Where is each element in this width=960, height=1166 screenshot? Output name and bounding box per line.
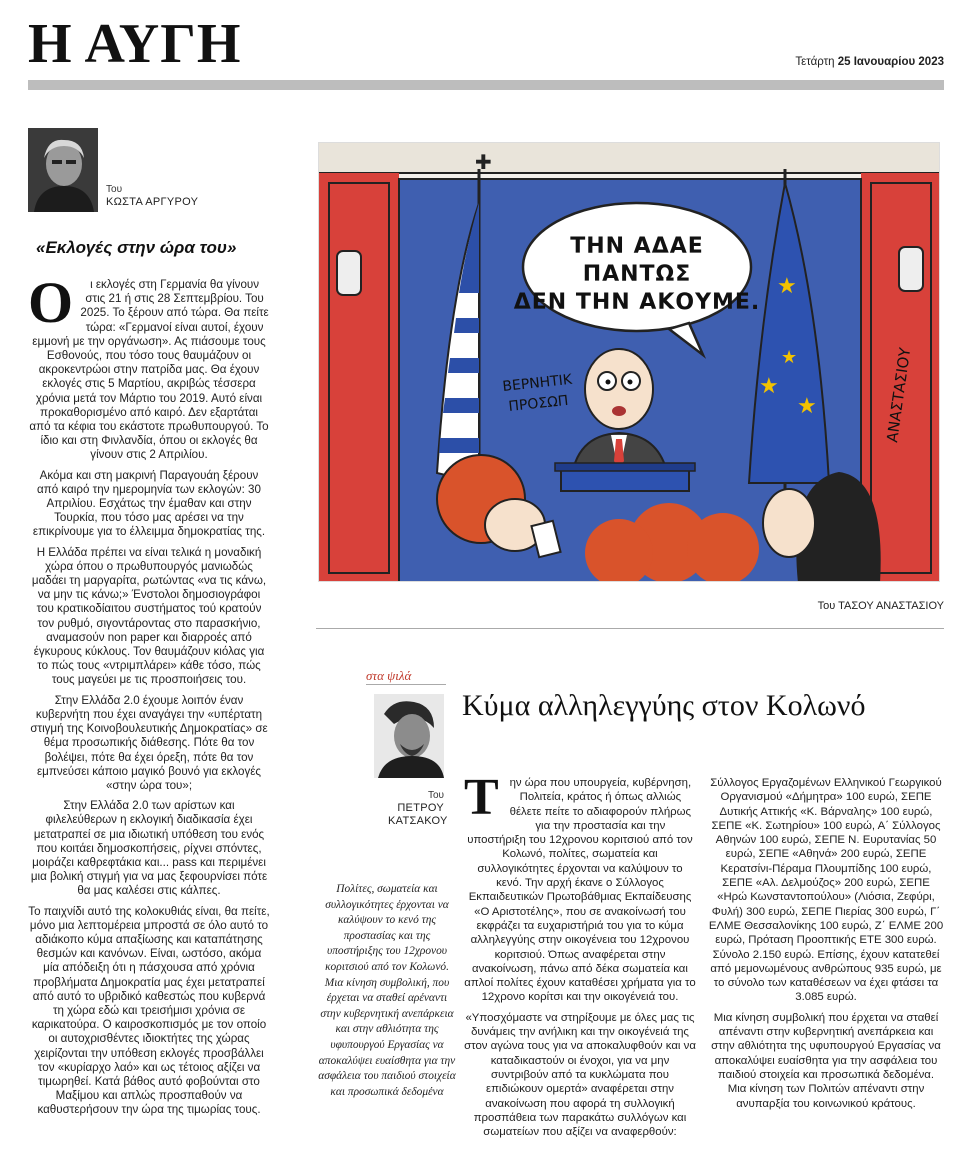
opinion-paragraph: Στην Ελλάδα 2.0 των αρίστων και φιλελεύθερων η εκλογική διαδικασία έχει μετατραπεί σε μια ιδιωτική υπόθεση του ενός που κοιτάει δημοσκοπήσεις, ρίχνει σπόντες, μοιράζει καθρεφτάκια και... pass και περιμένει μια βολική στιγμή για να μας ξεφουρνίσει πότε θα μας καλέσει στις κάλπες.: [30, 799, 268, 898]
opinion-dropcap: Ο: [28, 278, 74, 335]
opinion-byline: [106, 184, 198, 209]
svg-text:★: ★: [797, 394, 817, 419]
article-column-1: [464, 776, 696, 1152]
opinion-title: «Εκλογές στην ώρα του»: [36, 238, 237, 257]
pull-quote: Πολίτες, σωματεία και συλλογικότητες έρχονται να καλύψουν το κενό της προστασίας και της υποστήριξης του 12χρονου κοριτσιού από τον Κολωνό. Μια κίνηση συμβολική, που έρχεται να σταθεί αρέναντι στην κυβερνητική ανεπάρκεια και στην αθλιότητα της υφυπουργού Εργασίας να αποκαλύψει ευαίσθητα για την ασφάλεια του παιδιού στοιχεία και προσωπικά δεδομένα: [318, 883, 456, 1098]
issue-date-text: 25 Ιανουαρίου 2023: [837, 56, 944, 68]
author-prefix: Του: [106, 184, 123, 195]
issue-date: [795, 56, 944, 68]
article-rule: [316, 628, 944, 629]
speech-line-2: ΠΑΝΤΩΣ: [582, 262, 692, 287]
svg-text:★: ★: [777, 274, 797, 299]
article-column-2: [708, 776, 944, 1152]
newspaper-masthead: Η ΑΥΓΗ: [28, 13, 242, 75]
article-headline: Κύμα αλληλεγγύης στον Κολωνό: [462, 689, 866, 722]
masthead-rule: [28, 80, 944, 90]
article-byline: [388, 790, 448, 828]
opinion-paragraph: Στην Ελλάδα 2.0 έχουμε λοιπόν έναν κυβερνήτη που έχει αναγάγει την «υπέρτατη στιγμή της Κοινοβουλευτικής Δημοκρατίας» σε θέμα προσωπικής διάθεσης. Πότε θα τον βολέψει, πότε θα έχει όρεξη, πότε θα τον εμπνεύσει κάποιο μαγικό βουνό για εκλογές «στην ώρα του»;: [30, 693, 268, 792]
credit-name: ΤΑΣΟΥ ΑΝΑΣΤΑΣΙΟΥ: [838, 600, 944, 612]
author-photo-argyrou: [28, 128, 98, 212]
svg-text:✚: ✚: [475, 150, 492, 174]
cartoon-credit: [818, 600, 944, 612]
article-dropcap: Τ: [464, 776, 499, 826]
sign-line-2: ΠΡΟΣΩΠ: [507, 392, 570, 415]
credit-prefix: Του: [817, 600, 836, 612]
issue-day: Τετάρτη: [795, 56, 835, 68]
political-cartoon: [318, 142, 940, 582]
cartoonist-signature: ΑΝΑΣΤΑΣΙΟΥ: [883, 346, 915, 444]
opinion-body: [28, 278, 270, 1148]
section-tag: στα ψιλά: [366, 668, 412, 683]
section-rule: [366, 684, 446, 685]
opinion-paragraph: Η Ελλάδα πρέπει να είναι τελικά η μοναδική χώρα όπου ο πρωθυπουργός μανιωδώς μαδάει τη μαργαρίτα, ρωτώντας «να τις κάνω, να μην τις κάνω;» Ένστολοι δημοσιογράφοι του κρατικοδίαιτου συστήματος τού κρατούν τον ρυθμό, σιγοντάροντας στο παρασκήνιο, αναμασούν non paper και διαρροές από έγκυρους κύκλους. Τον θαυμάζουν κιόλας για το πώς τους «ντριμπλάρει» κάθε τόσο, πώς τους μαγεύει με τις προσποιήσεις του.: [31, 545, 267, 687]
author-name: ΚΩΣΤΑ ΑΡΓΥΡΟΥ: [106, 196, 199, 208]
svg-text:★: ★: [781, 347, 798, 368]
speech-line-3: ΔΕΝ ΤΗΝ ΑΚΟΥΜΕ.: [513, 290, 761, 315]
speech-line-1: ΤΗΝ ΑΔΑΕ: [570, 234, 704, 259]
svg-text:★: ★: [759, 374, 779, 399]
opinion-paragraph: Ο ι εκλογές στη Γερμανία θα γίνουν στις 21 ή στις 28 Σεπτεμβρίου. Του 2025. Το ξέρουν από τώρα. Θα πείτε τώρα: «Γερμανοί είναι αυτοί, έχουν εμμονή με την οργάνωση». Ας πιάσουμε τους Εσθονούς, που τόσο τους θαυμάζουν οι ακροκεντρώοι στην πατρίδα μας. Θα έχουν εκλογές στις 5 Μαρτίου, ακριβώς τέσσερα χρόνια μετά τον Μάρτιο του 2019. Αυτό είναι προκαθορισμένο από καιρό. Δεν εξαρτάται από τα κέφια του εκάστοτε πρωθυπουργού. Το ίδιο και στη Φινλανδία, όπου οι εκλογές θα γίνουν στις 2 Απριλίου.: [28, 278, 269, 462]
cartoon-illustration: [319, 143, 940, 582]
sign-line-1: ΒΕΡΝΗΤΙΚ: [501, 371, 573, 395]
article-paragraph: Μια κίνηση συμβολική που έρχεται να σταθεί απέναντι στην κυβερνητική ανεπάρκεια και στην αθλιότητα της υφυπουργού Εργασίας να αποκαλύψει ευαίσθητα για την ασφάλεια του παιδιού στοιχεία και προσωπικά δεδομένα. Μια κίνηση των Πολιτών απέναντι στην ανυπαρξία του κοινωνικού κράτους.: [711, 1011, 941, 1110]
opinion-paragraph: Το παιχνίδι αυτό της κολοκυθιάς είναι, θα πείτε, μόνο μια λεπτομέρεια μπροστά σε όλο αυτό το αδιάκοπο κύμα απαξίωσης και καταπάτησης θεσμών και κανόνων. Είναι, ωστόσο, ακόμα μία απόδειξη ότι η πάσχουσα από χρόνια προβλήματα Δημοκρατία μας έχει μετατραπεί από αυτό το υβριδικό καθεστώς που κυβερνά τη χώρα εδώ και τρεισήμισι χρόνια σε καρικατούρα. Ο καιροσκοπισμός με τον οποίο οι αυτοχρισθέντες ιδιοκτήτες της χώρας χειρίζονται την υπόθεση εκλογές προσβάλλει τον «κυρίαρχο λαό» και ως τέτοιος αξίζει να τιμωρηθεί. Κατά βάθος αυτό φοβούνται στο Μαξίμου και απλώς προσπαθούν να καθυστερήσουν την ώρα της τιμωρίας τους.: [28, 904, 270, 1117]
article-paragraph: Σύλλογος Εργαζομένων Ελληνικού Γεωργικού Οργανισμού «Δήμητρα» 100 ευρώ, ΣΕΠΕ Δυτικής Αττικής «Κ. Βάρναλης» 100 ευρώ, ΣΕΠΕ «Κ. Σωτηρίου» 100 ευρώ, Α΄ Σύλλογος Αθηνών 100 ευρώ, ΣΕΠΕ Ν. Ευρυτανίας 50 ευρώ, ΣΕΠΕ «Αθηνά» 200 ευρώ, ΣΕΠΕ Κερατσίνι-Πέραμα Πλουμπίδης 100 ευρώ, ΣΕΠΕ «Αλ. Δελμούζος» 200 ευρώ, ΣΕΠΕ «Ηρώ Κωνσταντοπούλου» (Λιόσια, Ζεφύρι, Φυλή) 300 ευρώ, ΣΕΠΕ Πιερίας 300 ευρώ, Γ΄ ΕΛΜΕ Θεσσαλονίκης 100 ευρώ, Ζ΄ ΕΛΜΕ 200 ευρώ, Πρόταση Προοπτικής ΕΤΕ 300 ευρώ. Σύνολο 2.150 ευρώ. Επίσης, έχουν κατατεθεί από μεμονωμένους ανθρώπους 935 ευρώ, με το σύνολο των καταθέσεων να έχει φτάσει τα 3.085 ευρώ.: [708, 777, 944, 1004]
article-paragraph: Την ώρα που υπουργεία, κυβέρνηση, Πολιτεία, κράτος ή όπως αλλιώς θέλετε πείτε το αδιαφορούν πλήρως για την προστασία και την υποστήριξη του 12χρονου κοριτσιού από τον Κολωνό, πολίτες, σωματεία και συλλογικότητες έρχονται να καλύψουν το κενό. Την αρχή έκανε ο Σύλλογος Εκπαιδευτικών Πρωτοβάθμιας Εκπαίδευσης «Ο Αριστοτέλης», που σε ανακοίνωσή του εκφράζει τα ευχαριστήριά του για το κύμα αλληλεγγύης στην οικογένεια του 12χρονου κοριτσιού. Όπως αναφέρεται στην ανακοίνωση, πάνω από δέκα σωματεία και απλοί πολίτες έχουν καταθέσει χρήματα για το 12χρονο κορίτσι και την οικογένειά του.: [464, 776, 696, 1004]
author-photo-katsakou: [374, 694, 444, 778]
article-author-line-2: ΚΑΤΣΑΚΟΥ: [388, 815, 448, 827]
opinion-paragraph: Ακόμα και στη μακρινή Παραγουάη ξέρουν από καιρό την ημερομηνία των εκλογών: 30 Απριλίου. Εσχάτως την έμαθαν και στην Τουρκία, που τόσο μας αρέσει να την επικρίνουμε για το έλλειμμα δημοκρατίας της.: [32, 468, 266, 539]
article-author-prefix: Του: [427, 790, 444, 801]
article-paragraph: «Υποσχόμαστε να στηρίξουμε με όλες μας τις δυνάμεις την ανήλικη και την οικογένειά της στον αγώνα τους για να αποκαλυφθούν και να καταδικαστούν οι ένοχοι, για να μην συντριβούν από τα κυκλώματα που επιδιώκουν ομερτά» αναφέρεται στην ανακοίνωση που αφορά τη συλλογική προσπάθεια των παρακάτω συλλόγων και σωματείων που αξίζει να αναφερθούν:: [464, 1011, 696, 1139]
article-author-line-1: ΠΕΤΡΟΥ: [397, 802, 444, 814]
